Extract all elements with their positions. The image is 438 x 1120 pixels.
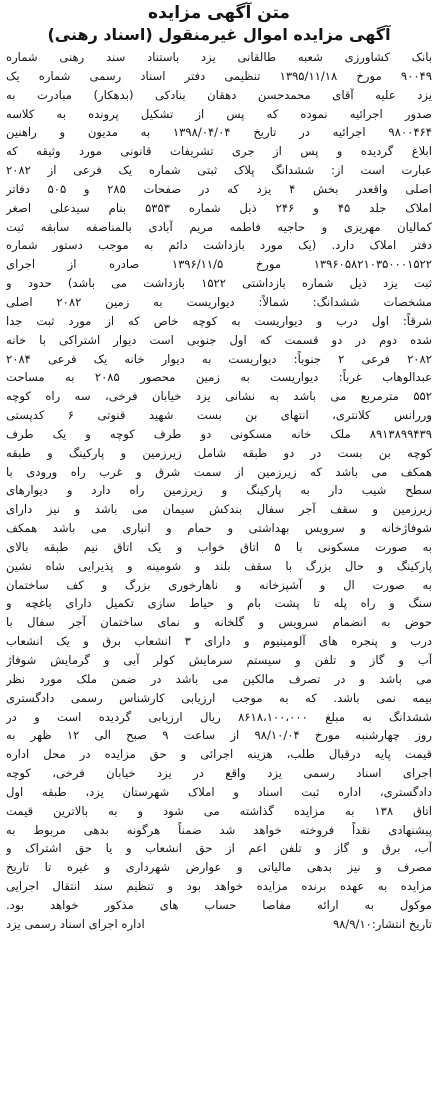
body-line: شوفاژخانه و سرویس بهداشتی و حمام و انباری می باشد همکف	[6, 521, 432, 536]
notice-subtitle: آگهی مزایده اموال غیرمنقول (اسناد رهنی)	[47, 25, 391, 44]
notice-title: متن آگهی مزایده	[148, 3, 290, 23]
body-line: موکول به ارائه مفاصا حساب های مذکور خواهد بود.	[6, 897, 432, 912]
body-line: ابلاغ گردیده و پس از جری تشریفات قانونی مورد وثیقه که	[6, 144, 432, 159]
body-line: مشخصات ششدانگ: شمالاً: دیواریست به زمین ۲۰۸۲ اصلی	[6, 294, 432, 309]
body-line: پارکینگ و حال بزرگ با سقف بلند و شومینه و پذیرایی شاه نشین	[6, 558, 432, 573]
body-line: آب، برق و گاز و تلفن اعم از حق انشعاب و یا حق اشتراک و	[6, 841, 432, 856]
body-line: عبارت است از: ششدانگ پلاک ثبتی شماره یک فرعی از ۲۰۸۲	[6, 163, 432, 178]
body-line: اجرای اسناد رسمی یزد واقع در یزد خیابان فرخی، کوچه	[6, 766, 432, 781]
body-line: دفتر املاک دارد. (یک مورد بازداشت دائم به موجب دستور شماره	[6, 238, 432, 253]
body-line: کمالیان مهریزی و حاجیه فاطمه مریم آبادی بالمناصفه سابقه ثبت	[6, 219, 432, 234]
body-line: شده دوم در دو قسمت که اول جنوبی است دیوار اشتراکی با خانه	[6, 332, 432, 347]
publish-date: تاریخ انتشار:۹۸/۹/۱۰	[332, 916, 432, 931]
body-line: به صورت ال و آشپزخانه و ناهارخوری بزرگ و کف ساختمان	[6, 577, 432, 592]
body-line: ۵۵۲ مترمربع می باشد به نشانی یزد خیابان فرخی، سه راه کوچه	[6, 389, 432, 404]
notice-footer	[6, 915, 432, 934]
body-line: اصلی واقعدر بخش ۴ یزد که در صفحات ۲۸۵ و ۵۰۵ دفاتر	[6, 181, 432, 196]
body-line: ۱۳۹۶۰۵۸۲۱۰۳۵۰۰۰۱۵۲۲ مورخ ۱۳۹۶/۱۱/۵ صادره از اجرای	[6, 257, 432, 272]
body-line: ۸۹۱۳۸۹۹۴۳۹ ملک خانه مسکونی دو طرف کوچه و یک طرف	[6, 426, 432, 441]
issuing-office: اداره اجرای اسناد رسمی یزد	[6, 916, 145, 931]
body-line: املاک جلد ۴۵ و ۲۴۶ ذیل شماره ۵۳۵۳ بنام سیدعلی اصغر	[6, 200, 432, 215]
body-line: بانک کشاورزی شعبه طالقانی یزد باستناد سند رهنی شماره	[6, 50, 432, 64]
body-line: آب و گاز و تلفن و سیستم سرمایش کولر آبی و گرمایش شوفاژ	[6, 653, 432, 667]
body-line: سطح شیب دار به پارکینگ و زیرزمین راه دارد و دیوارهای	[6, 483, 432, 498]
body-line: بیمه نمی باشد. که به موجب ارزیابی کارشناس رسمی دادگستری	[6, 690, 432, 705]
body-line: زیرزمین و سقف آجر سفال بندکش سیمان می باشد و نیز دارای	[6, 502, 432, 517]
body-line: دادگستری، اداره ثبت اسناد و املاک شهرستان یزد، طبقه اول	[6, 784, 432, 799]
body-line: می باشد و در تصرف مالکین می باشد در ضمن ملک مورد نظر	[6, 671, 432, 686]
body-line: وررانس کلانتری، انتهای بن بست شهید قنوتی ۶ کدپستی	[6, 408, 432, 423]
body-line: شرقاً: اول درب و دیواریست به کوچه خاص که از مورد ثبت جدا	[6, 313, 432, 328]
body-line: قیمت پایه درقبال طلب، هزینه اجرائی و حق مزایده در محل اداره	[6, 747, 432, 762]
body-line: مزایده به عهده برنده مزایده خواهد بود و تنظیم سند انتقال اجرایی	[6, 879, 432, 894]
body-line: روز چهارشنبه مورخ ۹۸/۱۰/۰۴ از ساعت ۹ صبح الی ۱۲ ظهر به	[6, 728, 432, 743]
body-line: درب و پنجره های آلومینیوم و دارای ۳ انشعاب برق و یک انشعاب	[6, 634, 432, 649]
body-line: یزد علیه آقای محمدحسن دهقان بنادکی (بدهکار) مبادرت به	[6, 87, 432, 102]
body-line: ثبت یزد ذیل شماره بازداشتی ۱۵۲۲ بازداشت می باشد) حدود و	[6, 276, 432, 291]
body-line: عبدالوهاب غرباً: دیواریست به زمین محصور ۲۰۸۵ به مساحت	[6, 370, 432, 385]
body-line: ششدانگ به مبلغ ۸۶۱۸،۱۰۰،۰۰۰ ریال ارزیابی گردیده است و در	[6, 709, 432, 724]
body-line: ۲۰۸۲ فرعی ۲ جنوباً: دیواریست به دیوار خانه یک فرعی ۲۰۸۴	[6, 351, 432, 366]
body-line: همکف می باشد که زیرزمین از سمت شرق و غرب راه ورودی با	[6, 464, 432, 479]
body-line: صدور اجرائیه نموده که پس از تشکیل پرونده به کلاسه	[6, 106, 432, 121]
body-line: اتاق ۱۳۸ به مزایده گذاشته می شود و به بالاترین قیمت	[6, 803, 432, 818]
body-line: سنگ و راه پله تا پشت بام و حیاط سازی تکمیل دارای باغچه و	[6, 596, 432, 611]
body-line: حوض به انضمام سرویس و گلخانه و نمای ساختمان آجر سفال با	[6, 615, 432, 630]
body-line: پیشنهادی نقداً فروخته خواهد شد ضمناً هرگونه بدهی مربوط به	[6, 822, 432, 837]
body-line: کوچه بن بست در دو طبقه شامل زیرزمین و پارکینگ و طبقه	[6, 445, 432, 460]
body-line: مصرف و نیز بدهی مالیاتی و عوارض شهرداری و غیره تا تاریخ	[6, 860, 432, 875]
notice-body	[6, 48, 432, 915]
body-line: ۹۰۰۴۹ مورخ ۱۳۹۵/۱۱/۱۸ تنظیمی دفتر اسناد رسمی شماره یک	[6, 68, 432, 83]
body-line: به صورت مسکونی با ۵ اتاق خواب و یک اتاق نیم طبقه بالای	[6, 539, 432, 554]
body-line: ۹۸۰۰۴۶۴ اجرائیه در تاریخ ۱۳۹۸/۰۴/۰۴ به مدیون و راهنین	[6, 125, 432, 140]
